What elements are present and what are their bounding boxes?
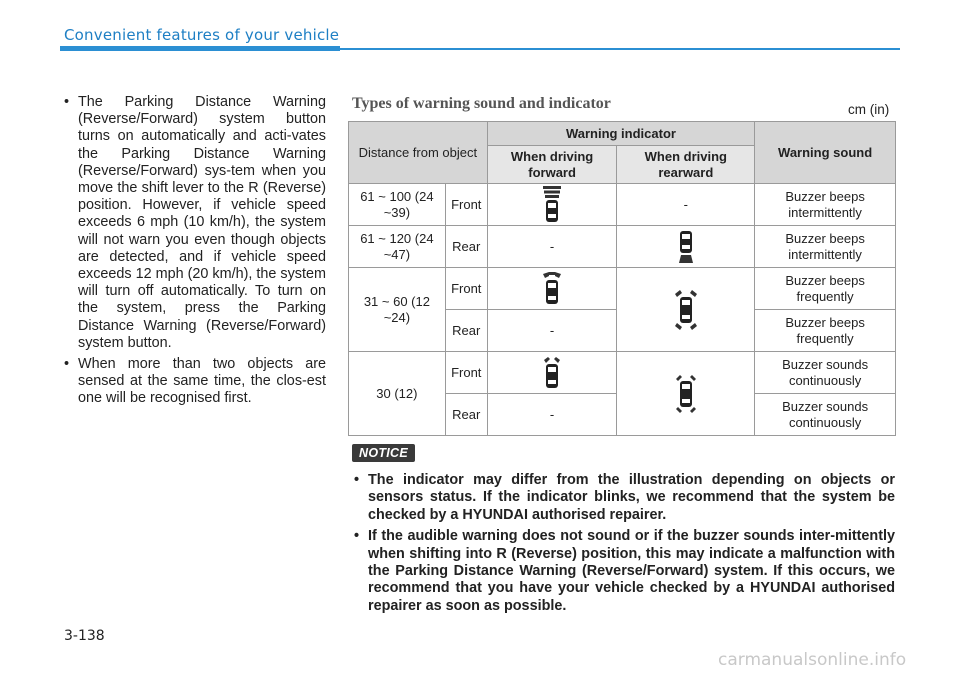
car-front-sensor-icon <box>487 184 617 226</box>
car-all-corner-sensor-icon <box>617 352 755 436</box>
distance-cell: 31 ~ 60 (12 ~24) <box>349 268 446 352</box>
page-number: 3-138 <box>64 628 105 644</box>
direction-cell: Front <box>445 184 487 226</box>
section-header-title: Convenient features of your vehicle <box>64 26 340 44</box>
left-column-text <box>62 94 326 412</box>
direction-cell: Rear <box>445 310 487 352</box>
header-warning-sound: Warning sound <box>755 122 896 184</box>
direction-cell: Rear <box>445 226 487 268</box>
sound-cell: Buzzer sounds continuously <box>755 394 896 436</box>
notice-list <box>352 472 895 619</box>
bullet-multiple-objects: • When more than two objects are sensed at the same time, the clos-est one will be recognised first. <box>62 356 326 408</box>
section-title: Types of warning sound and indicator <box>352 95 611 112</box>
table-row <box>349 226 896 268</box>
header-warning-indicator: Warning indicator <box>487 122 754 146</box>
sound-cell: Buzzer sounds continuously <box>755 352 896 394</box>
notice-item: • If the audible warning does not sound or if the buzzer sounds inter-mittently when shifting into R (Reverse) position, this may indicate a malfunction with the Parking Distance Warning (Reverse/Forward) system. If this occurs, we recommend that you have your vehicle checked by a HYUNDAI authorised repairer as soon as possible. <box>352 528 895 615</box>
car-all-corner-sensor-icon <box>617 268 755 352</box>
direction-cell: Front <box>445 268 487 310</box>
rearward-cell: - <box>617 184 755 226</box>
forward-cell: - <box>487 226 617 268</box>
car-front-corner-sensor-icon <box>487 352 617 394</box>
table-row <box>349 268 896 310</box>
table-row <box>349 352 896 394</box>
table-row <box>349 184 896 226</box>
bullet-system-activation: • The Parking Distance Warning (Reverse/Forward) system button turns on automatically and acti-vates the Parking Distance Warning (Reverse/Forward) sys-tem when you move the shift lever to the R (Reverse) position. However, if vehicle speed exceeds 6 mph (10 km/h), the system will not warn you even though objects are detected, and if vehicle speed exceeds 12 mph (20 km/h), the system will turn off automatically. To turn on the system, press the Parking Distance Warning (Reverse/Forward) system button. <box>62 94 326 352</box>
notice-item: • The indicator may differ from the illustration depending on objects or sensors status. If the indicator blinks, we recommend that the system be checked by a HYUNDAI authorised repairer. <box>352 472 895 524</box>
header-rule <box>340 48 900 50</box>
header-distance: Distance from object <box>349 122 488 184</box>
car-rear-sensor-icon <box>617 226 755 268</box>
car-front-corner-sensor-icon <box>487 268 617 310</box>
header-rearward: When driving rearward <box>617 146 755 184</box>
direction-cell: Front <box>445 352 487 394</box>
forward-cell: - <box>487 310 617 352</box>
sound-cell: Buzzer beeps intermittently <box>755 226 896 268</box>
direction-cell: Rear <box>445 394 487 436</box>
header-accent-bar <box>60 46 340 51</box>
distance-cell: 61 ~ 120 (24 ~47) <box>349 226 446 268</box>
sound-cell: Buzzer beeps frequently <box>755 268 896 310</box>
watermark: carmanualsonline.info <box>718 650 907 670</box>
warning-table <box>348 121 896 436</box>
notice-badge: NOTICE <box>352 444 415 462</box>
distance-cell: 61 ~ 100 (24 ~39) <box>349 184 446 226</box>
distance-cell: 30 (12) <box>349 352 446 436</box>
forward-cell: - <box>487 394 617 436</box>
header-forward: When driving forward <box>487 146 617 184</box>
sound-cell: Buzzer beeps frequently <box>755 310 896 352</box>
sound-cell: Buzzer beeps intermittently <box>755 184 896 226</box>
unit-label: cm (in) <box>848 102 890 117</box>
